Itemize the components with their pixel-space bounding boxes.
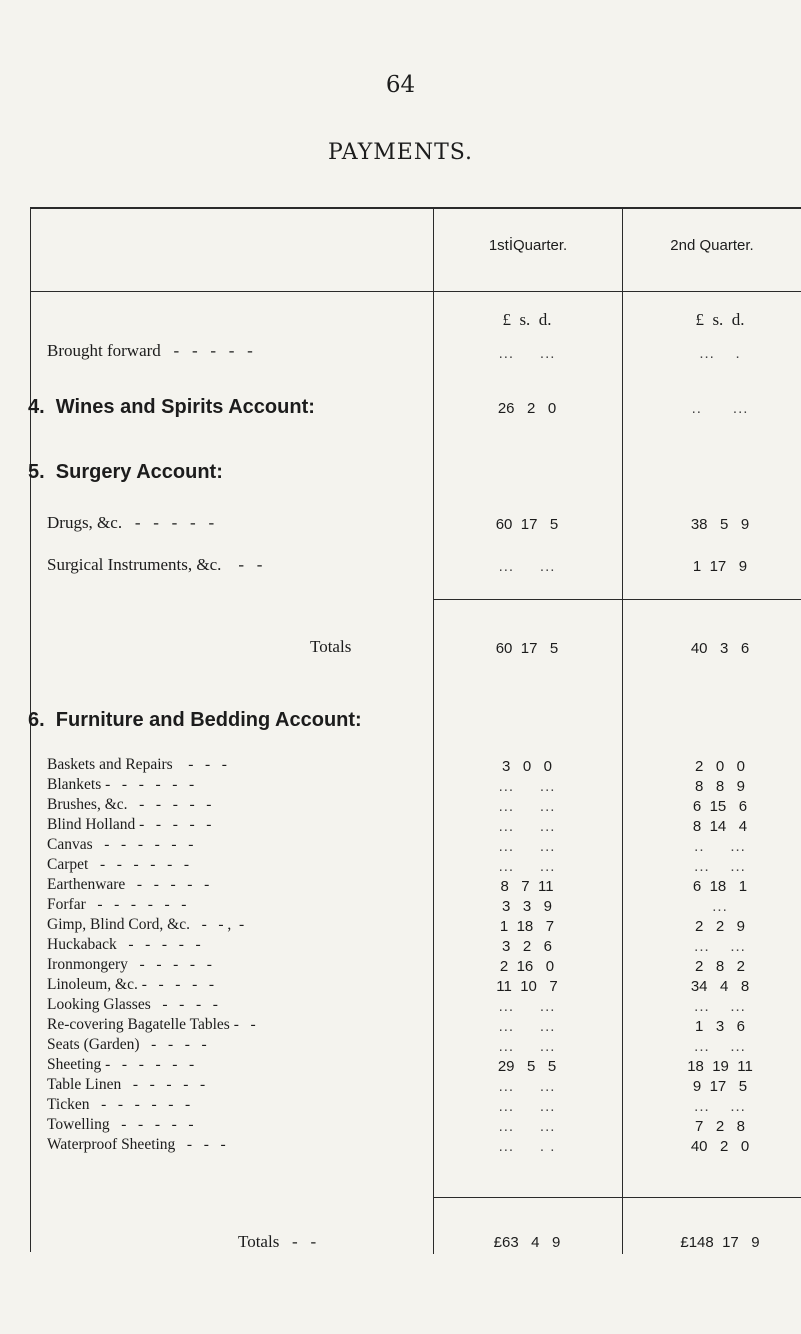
furniture-row-label: Waterproof Sheeting - - -: [47, 1136, 226, 1153]
surgery-row-label: Drugs, &c. - - - - -: [47, 513, 215, 532]
furniture-row-q1: ... ...: [498, 858, 556, 875]
page-heading: PAYMENTS.: [327, 140, 474, 165]
currency-q1: £ s. d.: [502, 310, 552, 329]
furniture-row-q1: 29 5 5: [497, 1058, 557, 1075]
furniture-row-q1: ... ...: [498, 998, 556, 1015]
furniture-row-q1: ... ...: [498, 778, 556, 795]
furniture-row-q1: ... ...: [498, 838, 556, 855]
furniture-row-q1: ... ...: [498, 1098, 556, 1115]
currency-q2: £ s. d.: [695, 310, 745, 329]
surgery-row-q1: ... ...: [498, 558, 556, 575]
furniture-row-q1: ... ...: [498, 818, 556, 835]
surgery-total-rule: [433, 599, 801, 600]
furniture-row-q1: 1 18 7: [499, 918, 555, 935]
furniture-row-label: Gimp, Blind Cord, &c. - - , -: [47, 916, 245, 933]
furniture-row-q2: 1 3 6: [694, 1018, 746, 1035]
furniture-row-label: Blind Holland - - - - -: [47, 816, 212, 833]
brought-forward-q1: ... ...: [498, 345, 556, 362]
furniture-row-q1: 3 3 9: [501, 898, 553, 915]
furniture-row-q1: ... ...: [498, 1038, 556, 1055]
furniture-row-label: Re-covering Bagatelle Tables - -: [47, 1016, 256, 1033]
furniture-row-label: Earthenware - - - - -: [47, 876, 210, 893]
furniture-row-label: Seats (Garden) - - - -: [47, 1036, 207, 1053]
furniture-row-label: Brushes, &c. - - - - -: [47, 796, 212, 813]
furniture-row-q1: 3 2 6: [501, 938, 553, 955]
furniture-row-q2: ... ...: [694, 858, 746, 875]
furniture-row-q2: 6 15 6: [692, 798, 748, 815]
header-bottom-rule: [30, 291, 801, 292]
furniture-row-q2: ... ...: [694, 998, 746, 1015]
furniture-row-q2: 8 8 9: [694, 778, 746, 795]
surgery-row-q2: 1 17 9: [692, 558, 748, 575]
furniture-row-label: Table Linen - - - - -: [47, 1076, 206, 1093]
furniture-row-label: Looking Glasses - - - -: [47, 996, 218, 1013]
col-divider-2: [622, 209, 623, 1254]
furniture-row-q1: 11 10 7: [496, 978, 558, 995]
surgery-row-label: Surgical Instruments, &c. - -: [47, 555, 263, 574]
furniture-row-q1: ... ...: [498, 1078, 556, 1095]
furniture-row-q2: 7 2 8: [694, 1118, 746, 1135]
furniture-totals-label: Totals - -: [238, 1232, 317, 1251]
furniture-row-label: Linoleum, &c. - - - - -: [47, 976, 215, 993]
wines-label: 4. Wines and Spirits Account:: [28, 396, 315, 418]
furniture-row-q1: 8 7 11: [500, 878, 554, 895]
furniture-row-q2: 18 19 11: [687, 1058, 753, 1075]
furniture-totals-q1: £63 4 9: [493, 1234, 561, 1251]
surgery-totals-q1: 60 17 5: [495, 640, 559, 657]
furniture-row-q1: 2 16 0: [499, 958, 555, 975]
wines-q1: 26 2 0: [497, 400, 557, 417]
surgery-label: 5. Surgery Account:: [28, 461, 223, 483]
furniture-row-q2: .. ...: [694, 838, 746, 855]
furniture-row-q2: ... ...: [694, 938, 746, 955]
furniture-row-label: Towelling - - - - -: [47, 1116, 194, 1133]
furniture-row-q1: ... . .: [498, 1138, 556, 1155]
surgery-row-q1: 60 17 5: [495, 516, 559, 533]
surgery-totals-q2: 40 3 6: [690, 640, 750, 657]
furniture-row-q2: 9 17 5: [692, 1078, 748, 1095]
furniture-row-label: Sheeting - - - - - -: [47, 1056, 195, 1073]
furniture-total-rule: [433, 1197, 801, 1198]
surgery-row-q2: 38 5 9: [690, 516, 750, 533]
page-number: 64: [385, 72, 416, 98]
furniture-row-label: Ironmongery - - - - -: [47, 956, 212, 973]
furniture-row-q2: 2 2 9: [694, 918, 746, 935]
furniture-row-label: Canvas - - - - - -: [47, 836, 194, 853]
furniture-label: 6. Furniture and Bedding Account:: [28, 709, 362, 731]
furniture-row-label: Carpet - - - - - -: [47, 856, 190, 873]
surgery-totals-label: Totals: [310, 637, 352, 656]
wines-q2: .. ...: [691, 400, 749, 417]
furniture-row-q1: ... ...: [498, 798, 556, 815]
furniture-row-q2: 2 8 2: [694, 958, 746, 975]
brought-forward-q2: ... .: [699, 345, 741, 362]
furniture-row-q2: 2 0 0: [694, 758, 746, 775]
brought-forward-label: Brought forward - - - - -: [47, 341, 253, 360]
table-top-rule: [30, 207, 801, 209]
furniture-row-q1: 3 0 0: [501, 758, 553, 775]
furniture-row-q2: ... ...: [694, 1098, 746, 1115]
furniture-row-label: Huckaback - - - - -: [47, 936, 201, 953]
furniture-row-q2: 6 18 1: [692, 878, 748, 895]
col-divider-1: [433, 209, 434, 1254]
furniture-row-label: Forfar - - - - - -: [47, 896, 187, 913]
furniture-row-label: Baskets and Repairs - - -: [47, 756, 227, 773]
furniture-row-q2: 34 4 8: [690, 978, 750, 995]
furniture-row-q2: 40 2 0: [690, 1138, 750, 1155]
col-head-q2: 2nd Quarter.: [670, 237, 754, 254]
furniture-row-label: Ticken - - - - - -: [47, 1096, 191, 1113]
col-head-q1: 1stİQuarter.: [488, 237, 568, 254]
furniture-row-label: Blankets - - - - - -: [47, 776, 195, 793]
furniture-row-q2: ... ...: [694, 1038, 746, 1055]
furniture-row-q1: ... ...: [498, 1018, 556, 1035]
furniture-row-q1: ... ...: [498, 1118, 556, 1135]
furniture-totals-q2: £148 17 9: [680, 1234, 760, 1251]
furniture-row-q2: 8 14 4: [692, 818, 748, 835]
furniture-row-q2: ...: [712, 898, 728, 915]
